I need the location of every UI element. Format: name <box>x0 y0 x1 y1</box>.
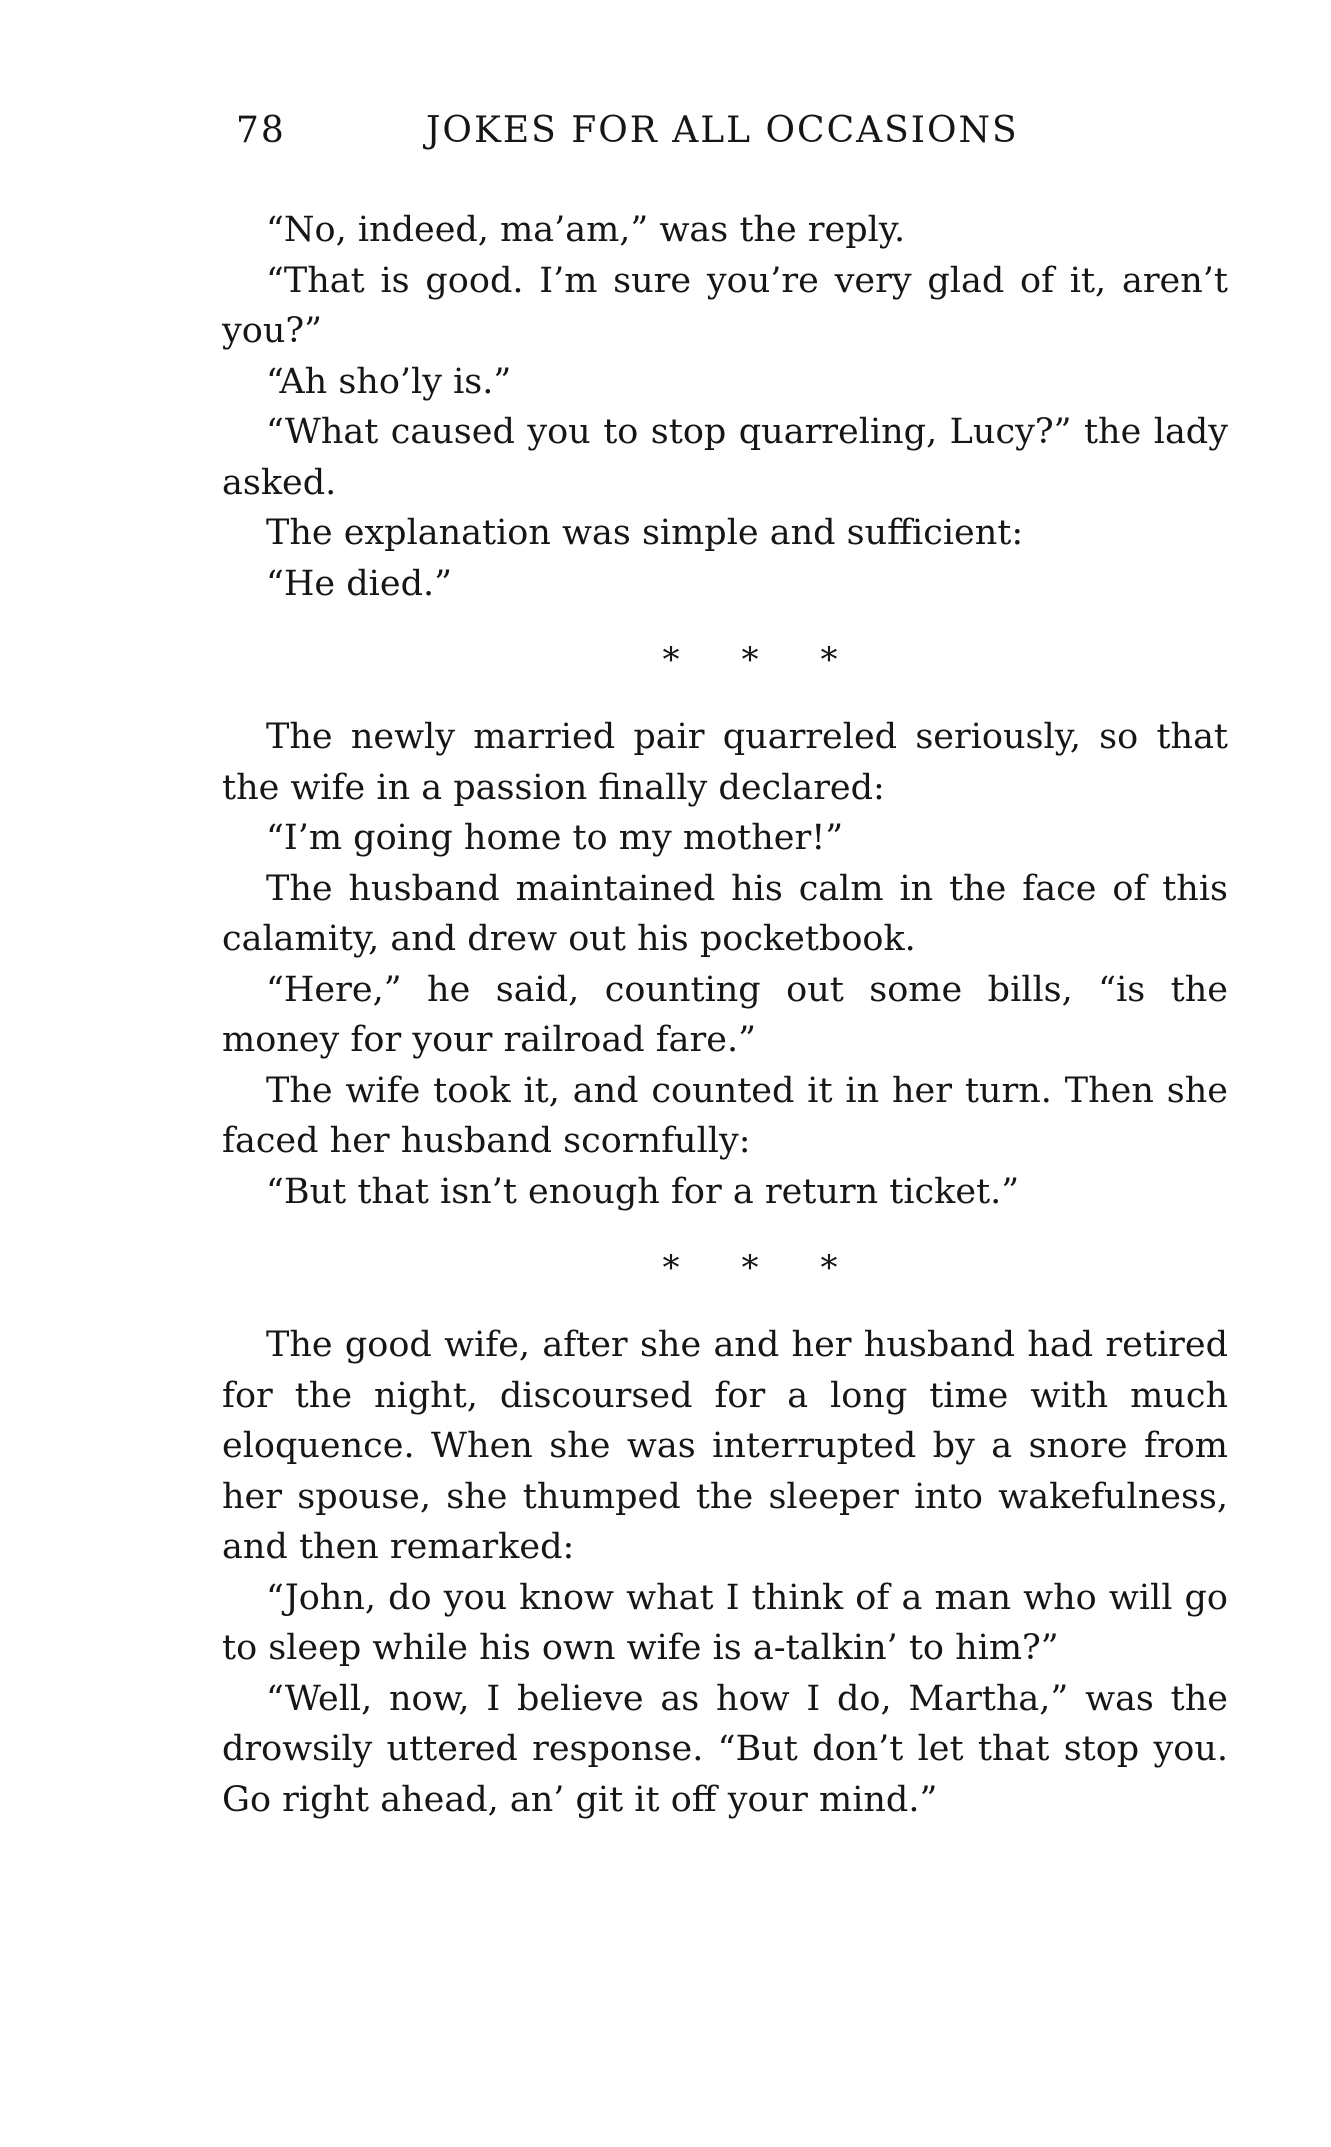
page-header <box>236 110 1236 160</box>
paragraph: The wife took it, and counted it in her turn. Then she faced her husband scornfully: <box>222 1070 1228 1161</box>
star-mark: * <box>662 1248 680 1289</box>
paragraph: “No, indeed, ma’am,” was the reply. <box>266 210 906 250</box>
body-text <box>222 205 1228 1825</box>
star-mark: * <box>741 640 759 681</box>
paragraph: The newly married pair quarreled seriously, so that the wife in a passion finally declared: <box>222 717 1228 808</box>
star-mark: * <box>820 1248 838 1289</box>
paragraph: “But that isn’t enough for a return ticket.” <box>266 1171 1020 1212</box>
star-mark: * <box>820 640 838 681</box>
paragraph: “Here,” he said, counting out some bills, “is the money for your railroad fare.” <box>222 969 1228 1060</box>
paragraph: The husband maintained his calm in the face of this calamity, and drew out his pocketbook. <box>222 868 1228 959</box>
paragraph: “Ah sho’ly is.” <box>266 361 512 402</box>
section-separator <box>222 609 1228 712</box>
paragraph: “He died.” <box>266 563 452 604</box>
paragraph: “John, do you know what I think of a man who will go to sleep while his own wife is a-talkin’ to him?” <box>222 1577 1228 1668</box>
running-title: JOKES FOR ALL OCCASIONS <box>426 110 1019 151</box>
page-number: 78 <box>236 110 286 151</box>
paragraph: The explanation was simple and sufficient: <box>266 513 1024 553</box>
star-mark: * <box>662 640 680 681</box>
paragraph: “I’m going home to my mother!” <box>266 818 844 858</box>
paragraph: “Well, now, I believe as how I do, Martha,” was the drowsily uttered response. “But don’t let that stop you. Go right ahead, an’ git it off your mind.” <box>222 1678 1228 1820</box>
star-mark: * <box>741 1248 759 1289</box>
paragraph: “What caused you to stop quarreling, Lucy?” the lady asked. <box>222 412 1228 503</box>
paragraph: “That is good. I’m sure you’re very glad of it, aren’t you?” <box>222 260 1228 351</box>
paragraph: The good wife, after she and her husband had retired for the night, discoursed for a long time with much eloquence. When she was interrupted by a snore from her spouse, she thumped the sleeper into wakefulness, and then remarked: <box>222 1325 1228 1567</box>
section-separator <box>222 1217 1228 1320</box>
